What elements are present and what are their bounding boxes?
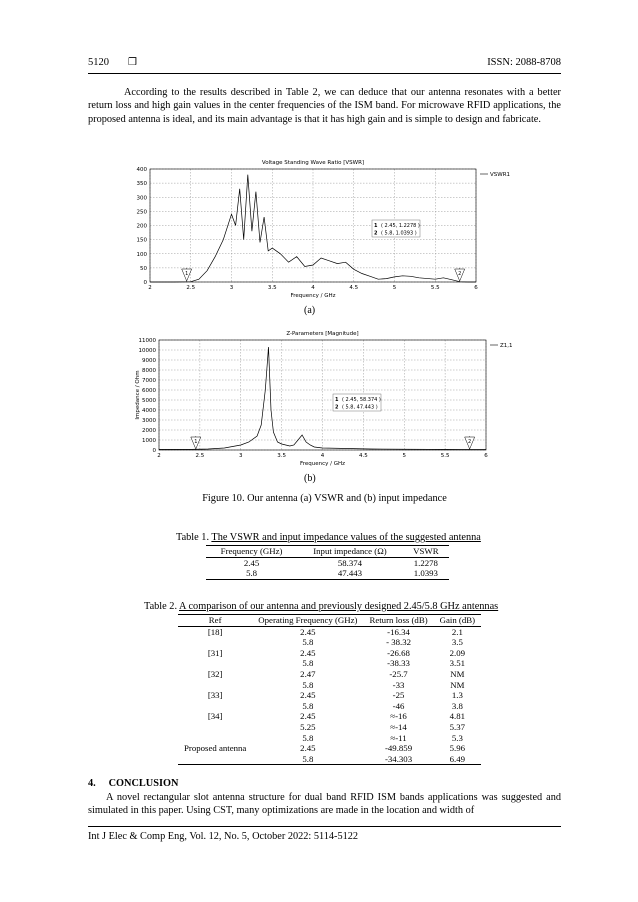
table-row: [178, 743, 481, 754]
footer-rule: [88, 826, 561, 827]
table-cell: -26.68: [387, 647, 410, 658]
conclusion-paragraph: A novel rectangular slot antenna structure for dual band RFID ISM bands applications was suggested and simulated in this paper. Using CST, many optimizations are made in the location and width of: [88, 792, 561, 817]
y-axis-label: Impedance / Ohm: [135, 370, 141, 420]
table-row: [178, 701, 481, 712]
table-cell: 5.8: [206, 568, 297, 579]
table-cell: NM: [450, 668, 465, 679]
table-cell: -49.859: [384, 743, 413, 754]
y-tick-label: 50: [140, 265, 147, 272]
legend-label: VSWR1: [490, 172, 511, 178]
readout-marker-id: 2: [374, 230, 378, 237]
conclusion-heading: 4. CONCLUSION: [88, 778, 179, 789]
x-tick-label: 3: [239, 453, 243, 459]
table2: [178, 614, 481, 765]
x-tick-label: 5.5: [430, 285, 440, 291]
impedance-chart: [125, 324, 545, 474]
table-cell: -46: [392, 700, 405, 711]
table-cell: 6.49: [434, 754, 481, 765]
x-tick-label: 5: [392, 285, 397, 291]
y-tick-label: 350: [136, 181, 147, 188]
figure-caption: Figure 10. Our antenna (a) VSWR and (b) input impedance: [202, 493, 447, 504]
footer-citation: Int J Elec & Comp Eng, Vol. 12, No. 5, October 2022: 5114-5122: [88, 831, 359, 842]
table-row: [178, 658, 481, 669]
box-icon: ❒: [128, 57, 137, 68]
x-tick-label: 2.5: [195, 453, 205, 459]
y-tick-label: 8000: [142, 368, 156, 374]
readout-value: ( 5.8, 47.443 ): [342, 404, 378, 411]
table-cell: 5.8: [302, 700, 314, 711]
table-cell: - 38.32: [386, 637, 411, 648]
y-tick-label: 0: [143, 280, 147, 286]
table-row: [178, 680, 481, 691]
table-cell: [178, 637, 252, 648]
y-tick-label: 7000: [142, 378, 156, 384]
table-cell: -16.34: [387, 626, 410, 637]
table-row: [178, 626, 481, 637]
readout-value: ( 5.8, 1.0393 ): [381, 230, 417, 237]
table-cell: 2.45: [300, 743, 316, 754]
table-cell: -25: [392, 690, 405, 701]
table-cell: [31]: [207, 647, 223, 658]
table-cell: [178, 754, 252, 765]
x-tick-label: 4: [320, 453, 325, 459]
table-cell: 2.45: [300, 647, 316, 658]
header-rule: [88, 73, 561, 74]
issn: ISSN: 2088-8708: [487, 57, 561, 68]
table-header: Operating Frequency (GHz): [252, 615, 363, 627]
x-tick-label: 3.5: [277, 453, 286, 459]
table-row: [178, 754, 481, 765]
table-row: [178, 648, 481, 659]
table-cell: 5.8: [302, 637, 314, 648]
table-header: Return loss (dB): [363, 615, 433, 627]
y-tick-label: 200: [136, 223, 147, 230]
table-cell: [178, 680, 252, 691]
table-cell: 2.45: [300, 690, 316, 701]
table-row: [178, 669, 481, 680]
y-tick-label: 4000: [142, 408, 156, 414]
table-cell: 5.8: [252, 754, 363, 765]
table-cell: [178, 733, 252, 744]
table-cell: 5.25: [300, 721, 316, 732]
table1: [206, 545, 449, 580]
table-row: [178, 637, 481, 648]
table-row: [178, 722, 481, 733]
vswr-chart: [125, 156, 545, 306]
table1-caption: Table 1. The VSWR and input impedance values of the suggested antenna: [176, 532, 481, 543]
table-cell: [32]: [207, 668, 223, 679]
figure-label-b: (b): [304, 473, 316, 484]
table-cell: [33]: [207, 690, 223, 701]
readout-value: ( 2.45, 1.2278 ): [381, 223, 420, 229]
y-tick-label: 150: [136, 237, 147, 244]
table-cell: 4.81: [449, 711, 466, 722]
table-header: VSWR: [403, 546, 449, 558]
x-tick-label: 5: [402, 453, 406, 459]
x-tick-label: 2: [148, 285, 152, 291]
marker-id: 1: [185, 271, 189, 277]
table-header: Frequency (GHz): [206, 546, 297, 558]
table-cell: ≈-11: [390, 732, 407, 743]
table-cell: 5.8: [302, 679, 314, 690]
table-cell: Proposed antenna: [184, 743, 247, 754]
table-row: [206, 568, 449, 579]
y-tick-label: 9000: [142, 358, 156, 364]
x-axis-label: Frequency / GHz: [299, 461, 346, 467]
marker-id: 1: [194, 439, 198, 445]
table-row: [178, 733, 481, 744]
readout-marker-id: 2: [335, 404, 339, 411]
table-cell: 3.5: [451, 637, 463, 648]
y-tick-label: 11000: [138, 338, 156, 344]
table-cell: ≈-14: [390, 721, 407, 732]
y-tick-label: 300: [136, 195, 147, 202]
x-tick-label: 4: [311, 285, 315, 291]
table-cell: [178, 701, 252, 712]
readout-marker-id: 1: [374, 223, 378, 229]
y-tick-label: 400: [136, 167, 147, 173]
x-tick-label: 6: [484, 453, 488, 459]
table-header: Input impedance (Ω): [297, 546, 403, 558]
y-tick-label: 3000: [142, 418, 156, 424]
page-number: 5120: [88, 57, 109, 68]
table-row: [178, 690, 481, 701]
table-cell: 1.2278: [413, 557, 438, 568]
table-cell: 5.3: [451, 732, 463, 743]
y-tick-label: 100: [136, 251, 147, 258]
intro-paragraph: According to the results described in Table 2, we can deduce that our antenna resonates with a better return loss and high gain values in the center frequencies of the ISM band. For microwave RFID applications, the proposed antenna is ideal, and its main advantage is that it has high gain and is simple to design and fabricate.: [88, 87, 561, 125]
table-cell: 2.09: [449, 647, 466, 658]
x-axis-label: Frequency / GHz: [290, 293, 336, 299]
chart-title: Z-Parameters [Magnitude]: [286, 331, 359, 337]
table-cell: 58.374: [337, 557, 363, 568]
table-cell: 2.47: [300, 668, 316, 679]
figure-label-a: (a): [304, 305, 316, 316]
table-cell: 1.0393: [403, 568, 449, 579]
table-row: [206, 557, 449, 568]
x-tick-label: 4.5: [349, 285, 359, 291]
y-tick-label: 250: [136, 209, 147, 216]
table-cell: 1.3: [451, 690, 463, 701]
table-cell: -25.7: [389, 668, 408, 679]
table-cell: 5.96: [449, 743, 466, 754]
table-cell: 5.8: [302, 658, 314, 669]
table-cell: 2.45: [300, 711, 316, 722]
y-tick-label: 5000: [142, 398, 156, 404]
readout-marker-id: 1: [335, 397, 339, 403]
table-cell: 5.8: [302, 732, 314, 743]
table-cell: [178, 658, 252, 669]
table-cell: 2.1: [451, 626, 463, 637]
x-tick-label: 3.5: [267, 285, 277, 291]
x-tick-label: 2.5: [186, 285, 196, 291]
table-cell: -34.303: [363, 754, 433, 765]
table-cell: 3.8: [451, 700, 463, 711]
table-cell: 2.45: [243, 557, 260, 568]
table-cell: 3.51: [449, 658, 466, 669]
x-tick-label: 4.5: [359, 453, 368, 459]
x-tick-label: 2: [157, 453, 161, 459]
table-cell: [178, 722, 252, 733]
legend-label: Z1,1: [500, 343, 513, 349]
table-cell: [18]: [207, 626, 223, 637]
y-tick-label: 1000: [142, 438, 156, 444]
table-cell: NM: [450, 679, 465, 690]
table-cell: [34]: [207, 711, 223, 722]
readout-value: ( 2.45, 58.374 ): [342, 397, 381, 403]
table-cell: 47.443: [297, 568, 403, 579]
x-tick-label: 6: [474, 285, 478, 291]
table-row: [178, 711, 481, 722]
y-tick-label: 6000: [142, 388, 156, 394]
table-cell: -38.33: [387, 658, 410, 669]
table-header: Gain (dB): [434, 615, 481, 627]
chart-title: Voltage Standing Wave Ratio [VSWR]: [261, 160, 365, 166]
x-tick-label: 5.5: [440, 453, 450, 459]
marker-id: 2: [458, 271, 462, 277]
marker-id: 2: [468, 439, 472, 445]
table2-caption: Table 2. A comparison of our antenna and previously designed 2.45/5.8 GHz antennas: [144, 601, 499, 612]
table-cell: -33: [392, 679, 405, 690]
x-tick-label: 3: [229, 285, 234, 291]
y-tick-label: 10000: [138, 348, 156, 354]
y-tick-label: 2000: [142, 428, 156, 434]
table-cell: 2.45: [300, 626, 316, 637]
table-header: Ref: [178, 615, 252, 627]
y-tick-label: 0: [152, 448, 156, 454]
table-cell: 5.37: [449, 721, 466, 732]
table-cell: ≈-16: [390, 711, 407, 722]
